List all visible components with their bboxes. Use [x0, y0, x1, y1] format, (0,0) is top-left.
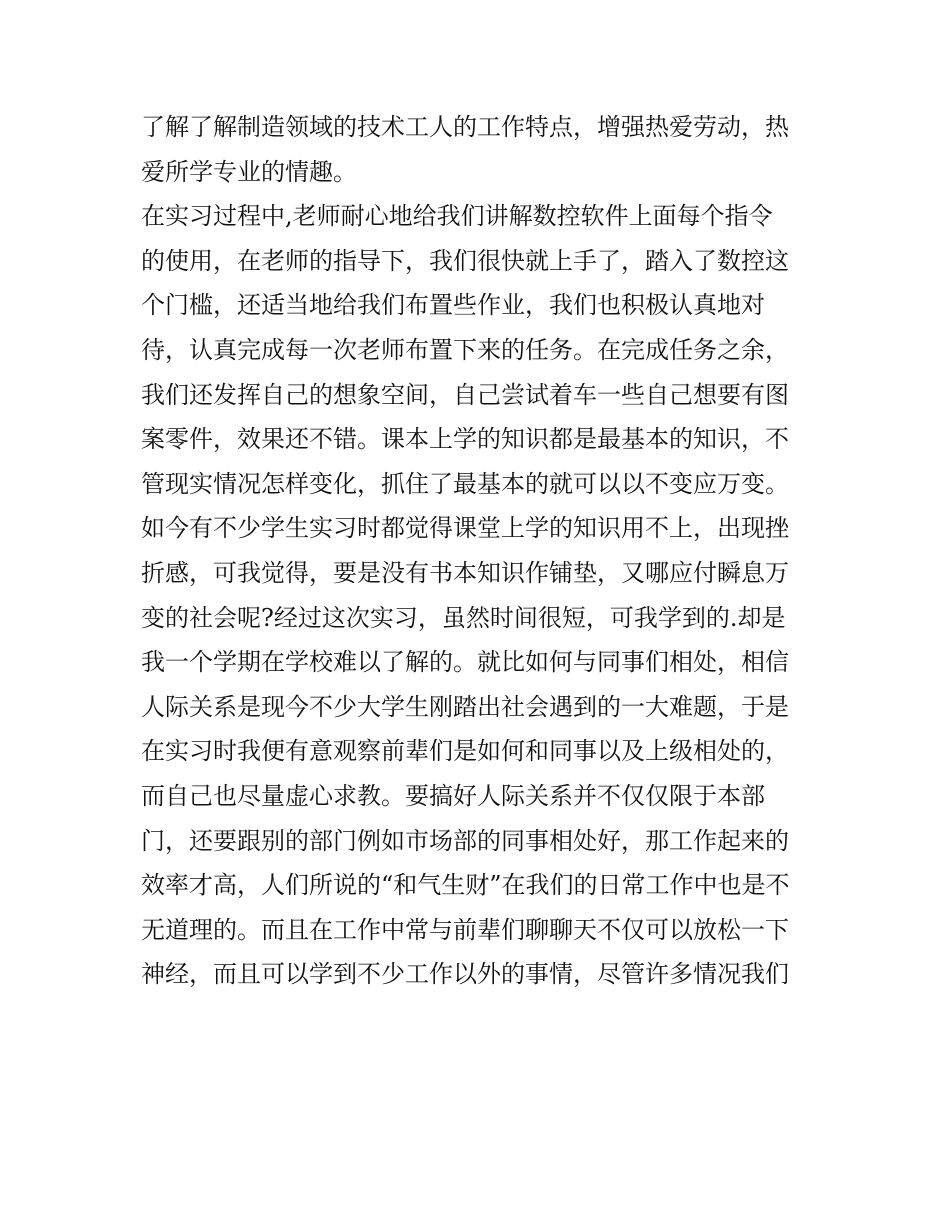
- text-line: 了解了解制造领域的技术工人的工作特点，增强热爱劳动，热: [141, 113, 789, 141]
- text-line: 我们还发挥自己的想象空间，自己尝试着车一些自己想要有图: [141, 380, 789, 409]
- text-line: 门，还要跟别的部门例如市场部的同事相处好，那工作起来的: [141, 826, 789, 855]
- text-line: 我一个学期在学校难以了解的。就比如何与同事们相处，相信: [141, 648, 789, 677]
- text-line: 无道理的。而且在工作中常与前辈们聊聊天不仅可以放松一下: [141, 915, 789, 944]
- text-line: 神经，而且可以学到不少工作以外的事情，尽管许多情况我们: [141, 960, 789, 989]
- text-line: 个门槛，还适当地给我们布置些作业，我们也积极认真地对: [141, 291, 765, 320]
- text-line: 人际关系是现今不少大学生刚踏出社会遇到的一大难题，于是: [141, 692, 789, 721]
- text-line: 效率才高，人们所说的“和气生财”在我们的日常工作中也是不: [141, 871, 790, 900]
- text-line: 变的社会呢?经过这次实习，虽然时间很短，可我学到的.却是: [141, 603, 786, 632]
- text-line: 在实习时我便有意观察前辈们是如何和同事以及上级相处的，: [141, 737, 789, 766]
- text-line: 而自己也尽量虚心求教。要搞好人际关系并不仅仅限于本部: [141, 781, 765, 810]
- text-line: 的使用，在老师的指导下，我们很快就上手了，踏入了数控这: [141, 246, 789, 275]
- text-line: 待，认真完成每一次老师布置下来的任务。在完成任务之余，: [141, 335, 789, 364]
- text-line: 管现实情况怎样变化，抓住了最基本的就可以以不变应万变。: [141, 469, 789, 498]
- text-line: 如今有不少学生实习时都觉得课堂上学的知识用不上，出现挫: [141, 514, 789, 543]
- text-line: 案零件，效果还不错。课本上学的知识都是最基本的知识，不: [141, 425, 789, 454]
- text-line: 在实习过程中,老师耐心地给我们讲解数控软件上面每个指令: [141, 202, 773, 231]
- text-line: 爱所学专业的情趣。: [141, 157, 357, 186]
- text-line: 折感，可我觉得，要是没有书本知识作铺垫，又哪应付瞬息万: [141, 558, 789, 587]
- body-text: [141, 105, 821, 997]
